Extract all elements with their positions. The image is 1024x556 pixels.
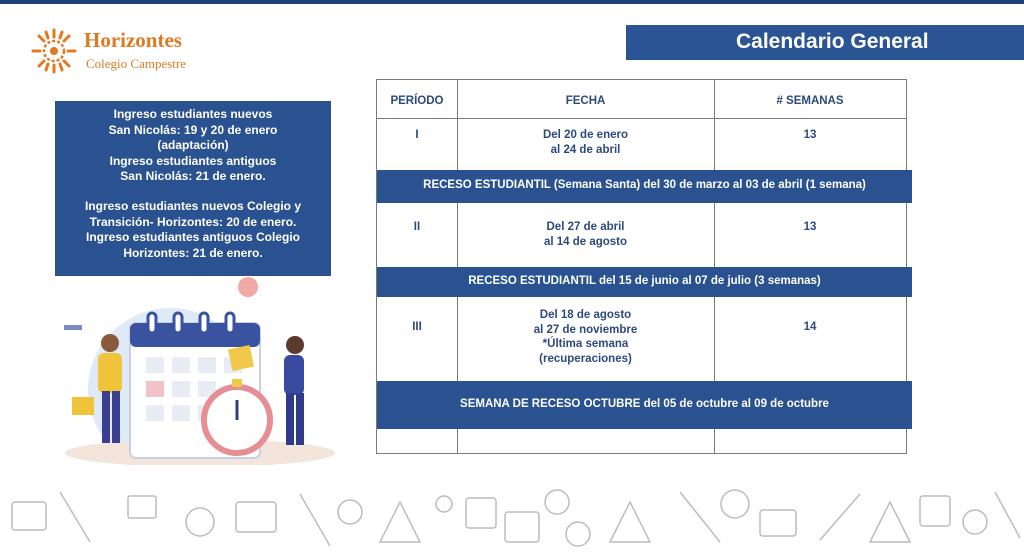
info-line: Horizontes: 21 de enero. [123, 245, 263, 260]
info-line: San Nicolás: 19 y 20 de enero [108, 122, 278, 137]
enrollment-info-box [55, 101, 331, 276]
info-line: Ingreso estudiantes nuevos [113, 107, 273, 121]
info-line: Transición- Horizontes: 20 de enero. [89, 214, 297, 229]
recess-row [377, 267, 912, 297]
date-line: Del 27 de abril [546, 221, 625, 233]
period-dates [457, 308, 714, 366]
top-bar [0, 0, 1024, 4]
page-title: Calendario General [736, 30, 929, 53]
school-logo [30, 26, 210, 76]
period-weeks: 13 [803, 129, 817, 141]
page-title-band [626, 25, 1024, 60]
info-line: San Nicolás: 21 de enero. [120, 169, 266, 184]
date-line: al 14 de agosto [543, 235, 628, 248]
date-line: *Última semana [542, 338, 629, 350]
header-semanas: # SEMANAS [776, 95, 844, 107]
date-line: (recuperaciones) [539, 352, 632, 365]
recess-row [377, 381, 912, 429]
calendar-illustration [50, 275, 350, 465]
info-line: Ingreso estudiantes antiguos Colegio [85, 230, 301, 245]
brand-subtitle: Colegio Campestre [86, 56, 187, 71]
period-dates [457, 128, 714, 157]
date-line: al 24 de abril [550, 143, 621, 156]
recess-text: SEMANA DE RECESO OCTUBRE del 05 de octubre al 09 de octubre [460, 398, 829, 410]
period-label: II [413, 221, 421, 233]
period-label: I [415, 129, 419, 141]
school-doodles-decoration [0, 482, 1024, 556]
period-weeks: 13 [803, 221, 817, 233]
date-line: al 27 de noviembre [533, 323, 638, 336]
date-line: Del 18 de agosto [539, 309, 632, 321]
info-line: (adaptación) [157, 138, 229, 153]
date-line: Del 20 de enero [542, 129, 628, 141]
info-line: Ingreso estudiantes nuevos Colegio y [84, 198, 302, 213]
header-periodo: PERÍODO [390, 95, 444, 107]
recess-row [377, 170, 912, 203]
sun-logo-icon [30, 26, 82, 76]
header-fecha: FECHA [565, 95, 606, 107]
brand-name: Horizontes [84, 28, 182, 52]
recess-text: RECESO ESTUDIANTIL del 15 de junio al 07 de julio (3 semanas) [468, 275, 821, 287]
info-line: Ingreso estudiantes antiguos [109, 153, 277, 168]
calendar-table [376, 79, 907, 454]
period-weeks: 14 [803, 321, 817, 333]
recess-text: RECESO ESTUDIANTIL (Semana Santa) del 30 de marzo al 03 de abril (1 semana) [423, 179, 866, 191]
period-label: III [412, 321, 422, 333]
period-dates [457, 220, 714, 249]
